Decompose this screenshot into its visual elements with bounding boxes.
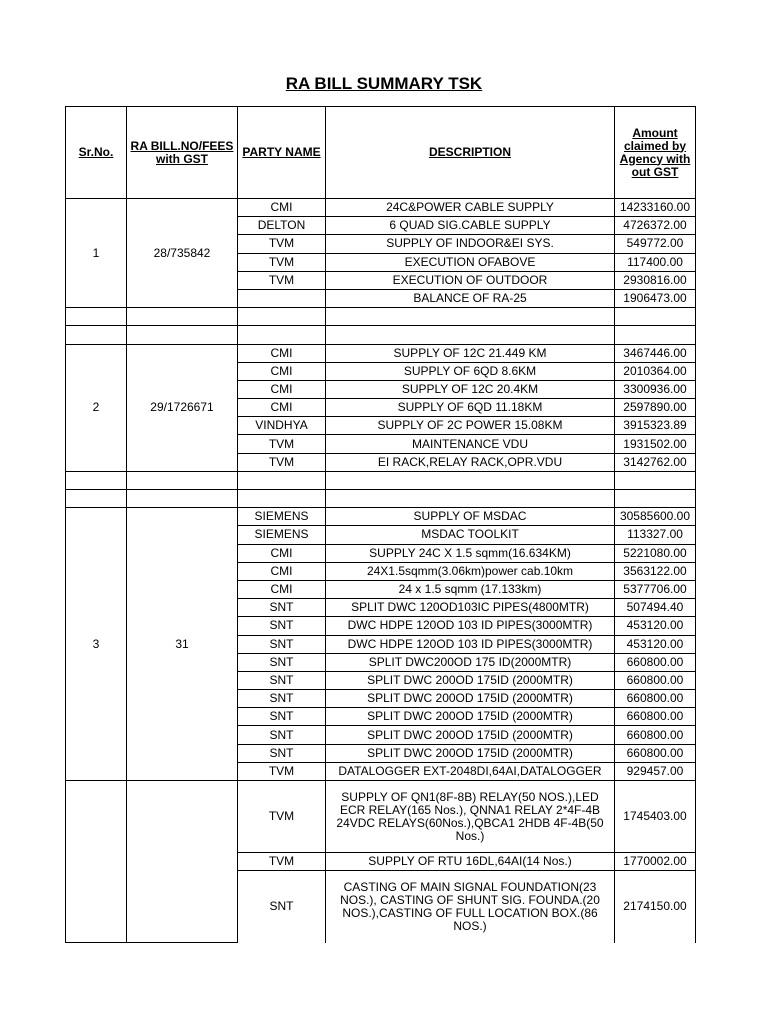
description-cell: SPLIT DWC 200OD 175ID (2000MTR) <box>326 671 615 689</box>
amount-cell: 117400.00 <box>615 253 696 271</box>
sr-no-cell: 2 <box>66 344 127 471</box>
empty-cell <box>66 326 127 344</box>
amount-cell: 660800.00 <box>615 708 696 726</box>
party-cell: CMI <box>238 199 326 217</box>
empty-cell <box>238 326 326 344</box>
empty-cell <box>66 308 127 326</box>
party-cell: TVM <box>238 271 326 289</box>
amount-cell: 3467446.00 <box>615 344 696 362</box>
amount-cell: 5221080.00 <box>615 544 696 562</box>
sr-no-cell <box>66 781 127 943</box>
description-cell: SPLIT DWC 200OD 175ID (2000MTR) <box>326 708 615 726</box>
description-cell: SPLIT DWC 200OD 175ID (2000MTR) <box>326 690 615 708</box>
empty-cell <box>615 471 696 489</box>
empty-cell <box>127 471 238 489</box>
empty-cell <box>326 490 615 508</box>
empty-cell <box>66 471 127 489</box>
empty-cell <box>326 471 615 489</box>
spacer-row <box>66 471 696 489</box>
party-cell: CMI <box>238 544 326 562</box>
table-row <box>66 199 696 217</box>
empty-cell <box>326 326 615 344</box>
amount-cell: 3300936.00 <box>615 380 696 398</box>
party-cell: TVM <box>238 781 326 853</box>
description-cell: SUPPLY OF QN1(8F-8B) RELAY(50 NOS.),LED ECR RELAY(165 Nos.), QNNA1 RELAY 2*4F-4B 24VDC RELAYS(60Nos.),QBCA1 2HDB 4F-4B(50 Nos.) <box>326 781 615 853</box>
header-rabill: RA BILL.NO/FEES with GST <box>127 107 238 199</box>
amount-cell: 2597890.00 <box>615 399 696 417</box>
description-cell: SUPPLY OF 6QD 11.18KM <box>326 399 615 417</box>
header-amount: Amount claimed by Agency with out GST <box>615 107 696 199</box>
amount-cell: 2930816.00 <box>615 271 696 289</box>
description-cell: SUPPLY OF INDOOR&EI SYS. <box>326 235 615 253</box>
amount-cell: 3915323.89 <box>615 417 696 435</box>
party-cell: CMI <box>238 380 326 398</box>
description-cell: 24C&POWER CABLE SUPPLY <box>326 199 615 217</box>
party-cell: SNT <box>238 653 326 671</box>
amount-cell: 1770002.00 <box>615 853 696 871</box>
amount-cell: 3563122.00 <box>615 562 696 580</box>
description-cell: MSDAC TOOLKIT <box>326 526 615 544</box>
party-cell: CMI <box>238 362 326 380</box>
party-cell: TVM <box>238 853 326 871</box>
party-cell: DELTON <box>238 217 326 235</box>
amount-cell: 453120.00 <box>615 635 696 653</box>
description-cell: SUPPLY OF MSDAC <box>326 508 615 526</box>
amount-cell: 2174150.00 <box>615 871 696 943</box>
empty-cell <box>238 471 326 489</box>
party-cell: SNT <box>238 726 326 744</box>
party-cell: SNT <box>238 708 326 726</box>
party-cell: VINDHYA <box>238 417 326 435</box>
party-cell <box>238 289 326 307</box>
description-cell: SPLIT DWC 200OD 175ID (2000MTR) <box>326 726 615 744</box>
description-cell: EI RACK,RELAY RACK,OPR.VDU <box>326 453 615 471</box>
spacer-row <box>66 326 696 344</box>
description-cell: SPLIT DWC200OD 175 ID(2000MTR) <box>326 653 615 671</box>
description-cell: SUPPLY OF 6QD 8.6KM <box>326 362 615 380</box>
table-row <box>66 781 696 853</box>
description-cell: SUPPLY OF 12C 21.449 KM <box>326 344 615 362</box>
amount-cell: 660800.00 <box>615 726 696 744</box>
party-cell: SNT <box>238 599 326 617</box>
sr-no-cell: 1 <box>66 199 127 308</box>
party-cell: TVM <box>238 235 326 253</box>
party-cell: SNT <box>238 690 326 708</box>
party-cell: CMI <box>238 562 326 580</box>
description-cell: EXECUTION OF OUTDOOR <box>326 271 615 289</box>
party-cell: TVM <box>238 253 326 271</box>
amount-cell: 929457.00 <box>615 762 696 780</box>
description-cell: SUPPLY 24C X 1.5 sqmm(16.634KM) <box>326 544 615 562</box>
bill-summary-table <box>65 106 696 943</box>
party-cell: TVM <box>238 435 326 453</box>
description-cell: CASTING OF MAIN SIGNAL FOUNDATION(23 NOS.), CASTING OF SHUNT SIG. FOUNDA.(20 NOS.),CASTING OF FULL LOCATION BOX.(86 NOS.) <box>326 871 615 943</box>
description-cell: SUPPLY OF 2C POWER 15.08KM <box>326 417 615 435</box>
party-cell: SIEMENS <box>238 508 326 526</box>
description-cell: 24X1.5sqmm(3.06km)power cab.10km <box>326 562 615 580</box>
empty-cell <box>127 326 238 344</box>
empty-cell <box>127 308 238 326</box>
amount-cell: 1906473.00 <box>615 289 696 307</box>
party-cell: CMI <box>238 344 326 362</box>
ra-bill-cell: 29/1726671 <box>127 344 238 471</box>
party-cell: TVM <box>238 453 326 471</box>
party-cell: SNT <box>238 744 326 762</box>
description-cell: SPLIT DWC 120OD103IC PIPES(4800MTR) <box>326 599 615 617</box>
amount-cell: 549772.00 <box>615 235 696 253</box>
amount-cell: 14233160.00 <box>615 199 696 217</box>
amount-cell: 3142762.00 <box>615 453 696 471</box>
party-cell: TVM <box>238 762 326 780</box>
description-cell: SPLIT DWC 200OD 175ID (2000MTR) <box>326 744 615 762</box>
page-title: RA BILL SUMMARY TSK <box>285 74 483 93</box>
description-cell: 6 QUAD SIG.CABLE SUPPLY <box>326 217 615 235</box>
header-srno: Sr.No. <box>66 107 127 199</box>
empty-cell <box>238 490 326 508</box>
table-row <box>66 344 696 362</box>
amount-cell: 30585600.00 <box>615 508 696 526</box>
spacer-row <box>66 490 696 508</box>
party-cell: CMI <box>238 399 326 417</box>
description-cell: DATALOGGER EXT-2048DI,64AI,DATALOGGER <box>326 762 615 780</box>
amount-cell: 453120.00 <box>615 617 696 635</box>
table-row <box>66 508 696 526</box>
ra-bill-cell <box>127 781 238 943</box>
description-cell: BALANCE OF RA-25 <box>326 289 615 307</box>
amount-cell: 2010364.00 <box>615 362 696 380</box>
amount-cell: 660800.00 <box>615 671 696 689</box>
header-description: DESCRIPTION <box>326 107 615 199</box>
amount-cell: 4726372.00 <box>615 217 696 235</box>
sr-no-cell: 3 <box>66 508 127 781</box>
spacer-row <box>66 308 696 326</box>
party-cell: SIEMENS <box>238 526 326 544</box>
empty-cell <box>326 308 615 326</box>
party-cell: CMI <box>238 580 326 598</box>
amount-cell: 660800.00 <box>615 744 696 762</box>
amount-cell: 660800.00 <box>615 653 696 671</box>
party-cell: SNT <box>238 617 326 635</box>
amount-cell: 1931502.00 <box>615 435 696 453</box>
empty-cell <box>615 490 696 508</box>
party-cell: SNT <box>238 635 326 653</box>
empty-cell <box>238 308 326 326</box>
amount-cell: 5377706.00 <box>615 580 696 598</box>
amount-cell: 1745403.00 <box>615 781 696 853</box>
empty-cell <box>66 490 127 508</box>
description-cell: SUPPLY OF 12C 20.4KM <box>326 380 615 398</box>
description-cell: MAINTENANCE VDU <box>326 435 615 453</box>
amount-cell: 507494.40 <box>615 599 696 617</box>
description-cell: DWC HDPE 120OD 103 ID PIPES(3000MTR) <box>326 617 615 635</box>
party-cell: SNT <box>238 871 326 943</box>
header-row <box>66 107 696 199</box>
amount-cell: 660800.00 <box>615 690 696 708</box>
amount-cell: 113327.00 <box>615 526 696 544</box>
empty-cell <box>615 326 696 344</box>
description-cell: 24 x 1.5 sqmm (17.133km) <box>326 580 615 598</box>
description-cell: EXECUTION OFABOVE <box>326 253 615 271</box>
empty-cell <box>615 308 696 326</box>
ra-bill-cell: 28/735842 <box>127 199 238 308</box>
party-cell: SNT <box>238 671 326 689</box>
ra-bill-cell: 31 <box>127 508 238 781</box>
header-party: PARTY NAME <box>238 107 326 199</box>
empty-cell <box>127 490 238 508</box>
description-cell: DWC HDPE 120OD 103 ID PIPES(3000MTR) <box>326 635 615 653</box>
description-cell: SUPPLY OF RTU 16DL,64AI(14 Nos.) <box>326 853 615 871</box>
